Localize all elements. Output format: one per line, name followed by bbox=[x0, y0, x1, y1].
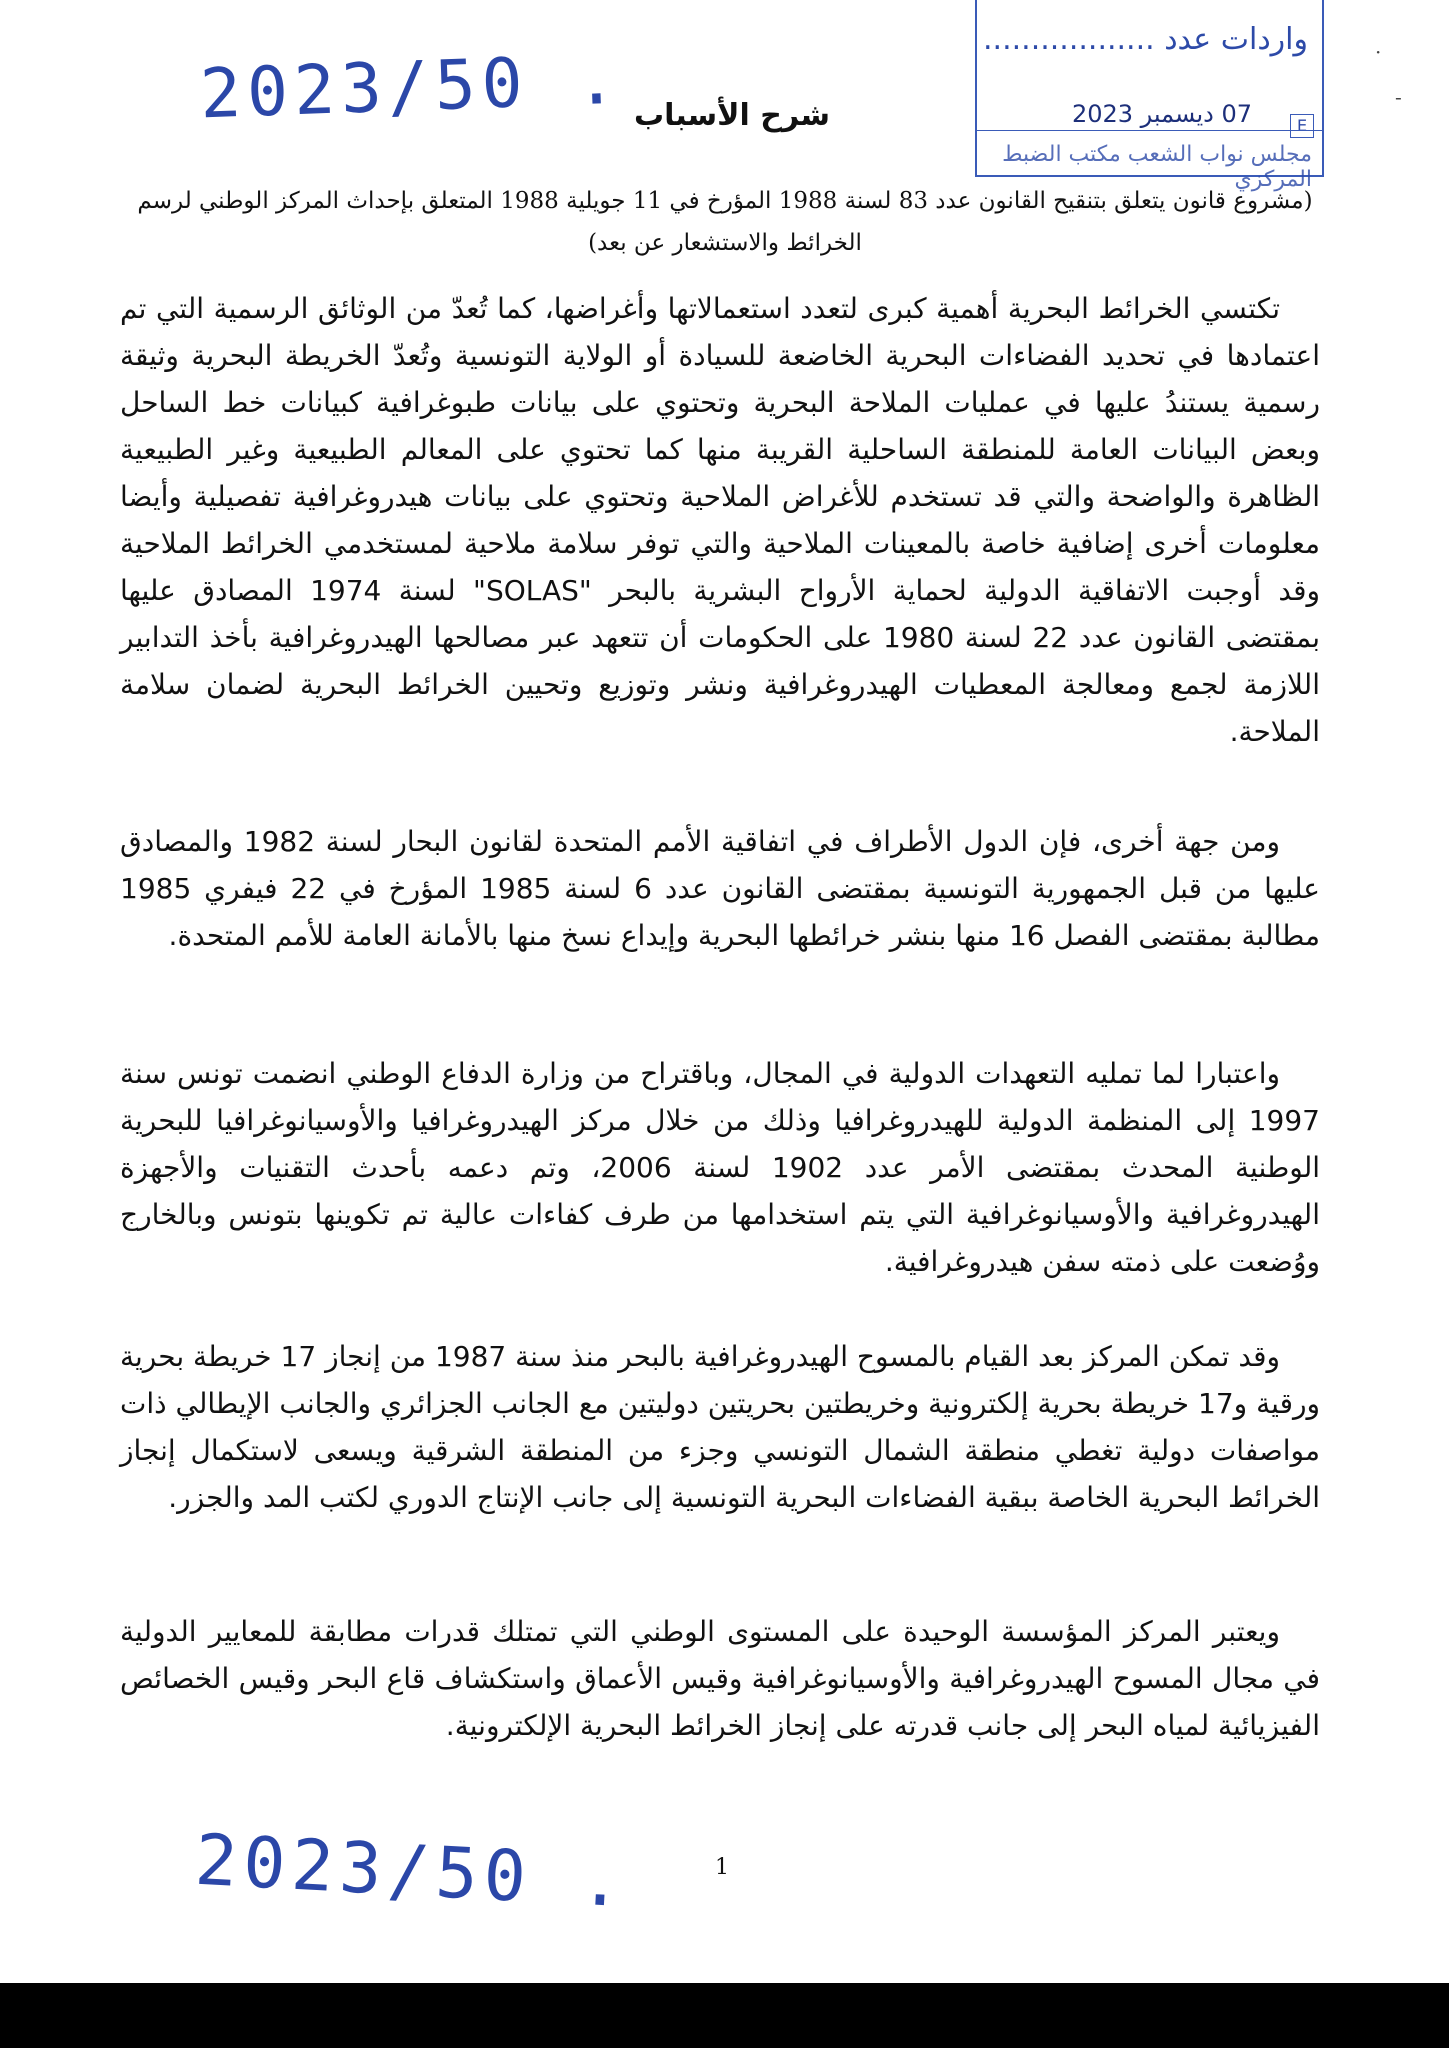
page-number: 1 bbox=[715, 1855, 729, 1880]
paragraph-4 bbox=[120, 1333, 1320, 1521]
paragraph-5 bbox=[120, 1608, 1320, 1749]
document-subtitle: (مشروع قانون يتعلق بتنقيح القانون عدد 83 لسنة 1988 المؤرخ في 11 جويلية 1988 المتعلق بإحداث المركز الوطني لرسم الخرائط والاستشعار عن بعد) bbox=[137, 188, 1313, 256]
margin-mark: · bbox=[1375, 40, 1382, 64]
receipt-box-letter: E bbox=[1290, 114, 1314, 138]
margin-mark: - bbox=[1395, 85, 1402, 109]
receipt-date: 07 ديسمبر 2023 bbox=[1071, 100, 1252, 128]
paragraph-text: ومن جهة أخرى، فإن الدول الأطراف في اتفاقية الأمم المتحدة لقانون البحار لسنة 1982 والمصادق عليها من قبل الجمهورية التونسية بمقتضى القانون عدد 6 لسنة 1985 المؤرخ في 22 فيفري 1985 مطالبة بمقتضى الفصل 16 منها بنشر خرائطها البحرية وإيداع نسخ منها بالأمانة العامة للأمم المتحدة. bbox=[120, 825, 1320, 952]
scan-border-bar bbox=[0, 1983, 1449, 2048]
paragraph-text: ويعتبر المركز المؤسسة الوحيدة على المستوى الوطني التي تمتلك قدرات مطابقة للمعايير الدولية في مجال المسوح الهيدروغرافية والأوسيانوغرافية وقيس الأعماق واستكشاف قاع البحر وقيس الخصائص الفيزيائية لمياه البحر إلى جانب قدرته على إنجاز الخرائط البحرية الإلكترونية. bbox=[120, 1615, 1320, 1742]
stamp-number-bottom: 2023/50 . bbox=[193, 1818, 631, 1924]
receipt-divider bbox=[977, 130, 1322, 131]
receipt-office: مجلس نواب الشعب مكتب الضبط المركزي bbox=[1002, 142, 1312, 192]
paragraph-text: واعتبارا لما تمليه التعهدات الدولية في المجال، وباقتراح من وزارة الدفاع الوطني انضمت تونس سنة 1997 إلى المنظمة الدولية للهيدروغرافيا وذلك من خلال مركز الهيدروغرافيا والأوسيانوغرافيا للبحرية الوطنية المحدث بمقتضى الأمر عدد 1902 لسنة 2006، وتم دعمه بأحدث التقنيات والأجهزة الهيدروغرافية والأوسيانوغرافية التي يتم استخدامها من طرف كفاءات عالية تم تكوينها بتونس وبالخارج ووُضعت على ذمته سفن هيدروغرافية. bbox=[120, 1057, 1321, 1278]
paragraph-3 bbox=[120, 1050, 1320, 1285]
receipt-stamp bbox=[975, 0, 1324, 192]
receipt-number-line: واردات عدد .................. bbox=[983, 22, 1308, 57]
paragraph-text: تكتسي الخرائط البحرية أهمية كبرى لتعدد استعمالاتها وأغراضها، كما تُعدّ من الوثائق الرسمية التي تم اعتمادها في تحديد الفضاءات البحرية الخاضعة للسيادة أو الولاية التونسية وتُعدّ الخريطة البحرية وثيقة رسمية يستندُ عليها في عمليات الملاحة البحرية وتحتوي على بيانات طبوغرافية كبيانات خط الساحل وبعض البيانات العامة للمنطقة الساحلية القريبة منها كما تحتوي على المعالم الطبيعية وغير الطبيعية الظاهرة والواضحة والتي قد تستخدم للأغراض الملاحية وتحتوي على بيانات هيدروغرافية تفصيلية وأيضا معلومات أخرى إضافية خاصة بالمعينات الملاحية والتي توفر سلامة ملاحية لمستخدمي الخرائط الملاحية وقد أوجبت الاتفاقية الدولية لحماية الأرواح البشرية بالبحر "SOLAS" لسنة 1974 المصادق عليها بمقتضى القانون عدد 22 لسنة 1980 على الحكومات أن تتعهد عبر مصالحها الهيدروغرافية بأخذ التدابير اللازمة لجمع ومعالجة المعطيات الهيدروغرافية ونشر وتوزيع وتحيين الخرائط البحرية لضمان سلامة الملاحة. bbox=[120, 292, 1321, 748]
stamp-number-top: 2023/50 . bbox=[198, 40, 624, 135]
paragraph-2 bbox=[120, 818, 1320, 959]
paragraph-text: وقد تمكن المركز بعد القيام بالمسوح الهيدروغرافية بالبحر منذ سنة 1987 من إنجاز 17 خريطة بحرية ورقية و17 خريطة بحرية إلكترونية وخريطتين بحريتين دوليتين مع الجانب الجزائري والجانب الإيطالي ذات مواصفات دولية تغطي منطقة الشمال التونسي وجزء من المنطقة الشرقية ويسعى لاستكمال إنجاز الخرائط البحرية الخاصة ببقية الفضاءات البحرية التونسية إلى جانب الإنتاج الدوري لكتب المد والجزر. bbox=[120, 1340, 1321, 1514]
paragraph-1 bbox=[120, 285, 1320, 755]
document-title: شرح الأسباب bbox=[633, 98, 830, 133]
